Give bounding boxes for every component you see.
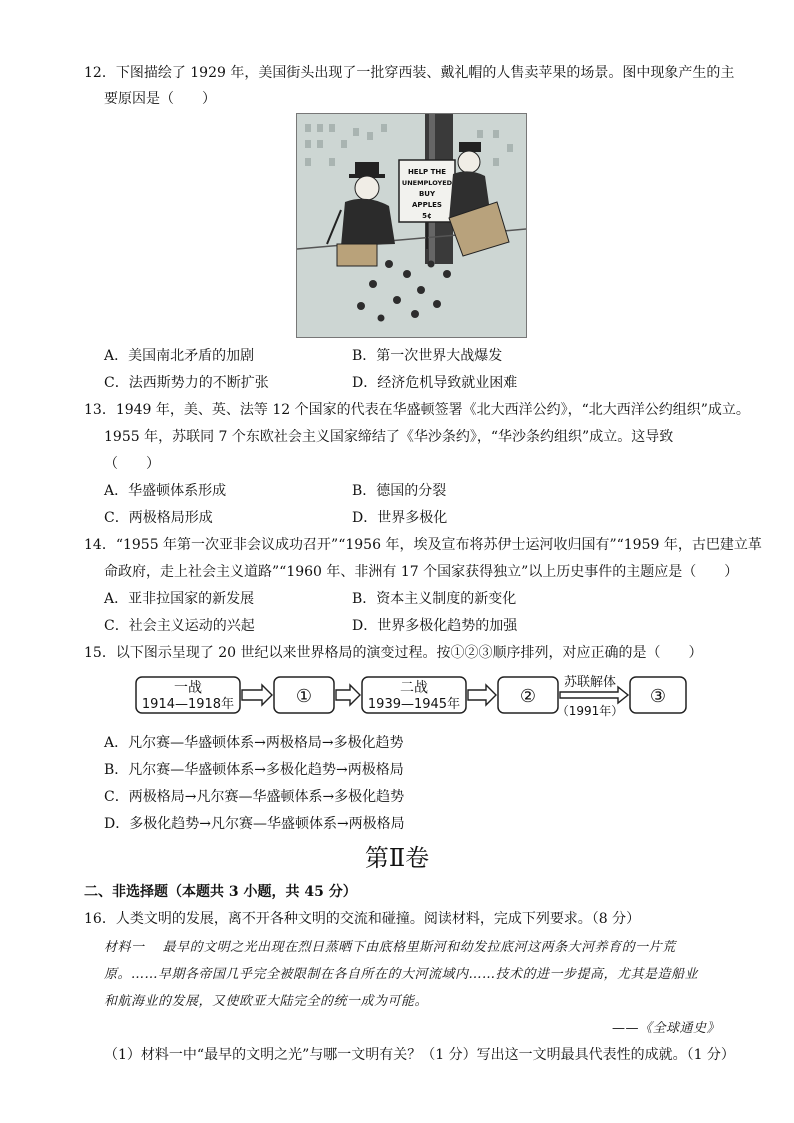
section-header: 二、非选择题（本题共 3 小题，共 45 分） — [84, 884, 357, 900]
q12-stem-line2: 要原因是（ ） — [104, 91, 216, 107]
q16-material1-line1: 材料一 最早的文明之光出现在烈日蒸晒下由底格里斯河和幼发拉底河这两条大河养育的一片荒 — [104, 940, 676, 955]
q14-option-d[interactable]: D．世界多极化趋势的加强 — [352, 618, 518, 634]
q14-option-a[interactable]: A．亚非拉国家的新发展 — [104, 591, 255, 607]
flow-ww1-years: 1914—1918年 — [141, 697, 235, 712]
flow-arrow-3 — [468, 685, 496, 705]
q13-stem-line2: 1955 年，苏联同 7 个东欧社会主义国家缔结了《华沙条约》，“华沙条约组织”成立。这导致 — [104, 429, 674, 445]
q12-option-d[interactable]: D．经济危机导致就业困难 — [352, 375, 518, 391]
flow-arrow-1 — [242, 685, 272, 705]
q13-option-b[interactable]: B．德国的分裂 — [352, 483, 447, 499]
q15-option-c[interactable]: C．两极格局→凡尔赛—华盛顿体系→多极化趋势 — [104, 789, 405, 805]
world-order-flow-diagram — [134, 673, 690, 723]
sign-text-4: APPLES — [412, 201, 442, 209]
flow-ussr-collapse-label: 苏联解体 — [563, 675, 617, 690]
section-title: 第Ⅱ卷 — [364, 844, 430, 872]
flow-ussr-collapse-year: （1991年） — [556, 704, 624, 718]
q14-stem-line2: 命政府，走上社会主义道路”“1960 年、非洲有 17 个国家获得独立”以上历史事件的主题应是（ ） — [104, 564, 739, 580]
cartoon-image — [296, 113, 527, 338]
q16-material1-line3: 和航海业的发展，又使欧亚大陆完全的统一成为可能。 — [104, 994, 429, 1009]
q12-stem-line1: 12．下图描绘了 1929 年，美国街头出现了一批穿西装、戴礼帽的人售卖苹果的场景。图中现象产生的主 — [84, 65, 735, 81]
q12-option-b[interactable]: B．第一次世界大战爆发 — [352, 348, 503, 364]
q13-stem-line1: 13．1949 年，美、英、法等 12 个国家的代表在华盛顿签署《北大西洋公约》，“北大西洋公约组织”成立。 — [84, 402, 750, 418]
q15-option-a[interactable]: A．凡尔赛—华盛顿体系→两极格局→多极化趋势 — [104, 735, 404, 751]
q15-stem-line1: 15．以下图示呈现了 20 世纪以来世界格局的演变过程。按①②③顺序排列，对应正确的是（ ） — [84, 645, 703, 661]
flow-number-3: ③ — [649, 686, 667, 707]
sign-text-5: 5¢ — [422, 212, 432, 220]
flow-ww2-label: 二战 — [400, 680, 428, 696]
flow-ww1-label: 一战 — [174, 680, 202, 696]
flow-arrow-2 — [336, 685, 360, 705]
q16-material1-source: ——《全球通史》 — [612, 1021, 721, 1036]
q14-option-b[interactable]: B．资本主义制度的新变化 — [352, 591, 517, 607]
q16-subquestion-1: （1）材料一中“最早的文明之光”与哪一文明有关？（1 分）写出这一文明最具代表性的成就。（1 分） — [104, 1047, 735, 1063]
q14-stem-line1: 14．“1955 年第一次亚非会议成功召开”“1956 年，埃及宣布将苏伊士运河收归国有”“1959 年，古巴建立革 — [84, 537, 762, 553]
q16-material1-line2: 原。……早期各帝国几乎完全被限制在各自所在的大河流域内……技术的进一步提高，尤其是造船业 — [104, 967, 699, 982]
flow-ww2-years: 1939—1945年 — [367, 697, 461, 712]
flow-number-1: ① — [295, 686, 313, 707]
sign-text-3: BUY — [418, 190, 436, 198]
q12-option-c[interactable]: C．法西斯势力的不断扩张 — [104, 375, 269, 391]
q15-option-d[interactable]: D．多极化趋势→凡尔赛—华盛顿体系→两极格局 — [104, 816, 405, 832]
q14-option-c[interactable]: C．社会主义运动的兴起 — [104, 618, 255, 634]
q13-stem-line3: （ ） — [104, 456, 160, 472]
sign-text-2: UNEMPLOYED — [401, 179, 453, 187]
sign-text-1: HELP THE — [407, 168, 447, 176]
q16-stem: 16．人类文明的发展，离不开各种文明的交流和碰撞。阅读材料，完成下列要求。（8 分） — [84, 911, 641, 927]
q15-option-b[interactable]: B．凡尔赛—华盛顿体系→多极化趋势→两极格局 — [104, 762, 404, 778]
q13-option-c[interactable]: C．两极格局形成 — [104, 510, 213, 526]
q13-option-a[interactable]: A．华盛顿体系形成 — [104, 483, 227, 499]
q13-option-d[interactable]: D．世界多极化 — [352, 510, 448, 526]
q12-option-a[interactable]: A．美国南北矛盾的加剧 — [104, 348, 255, 364]
flow-number-2: ② — [519, 686, 537, 707]
